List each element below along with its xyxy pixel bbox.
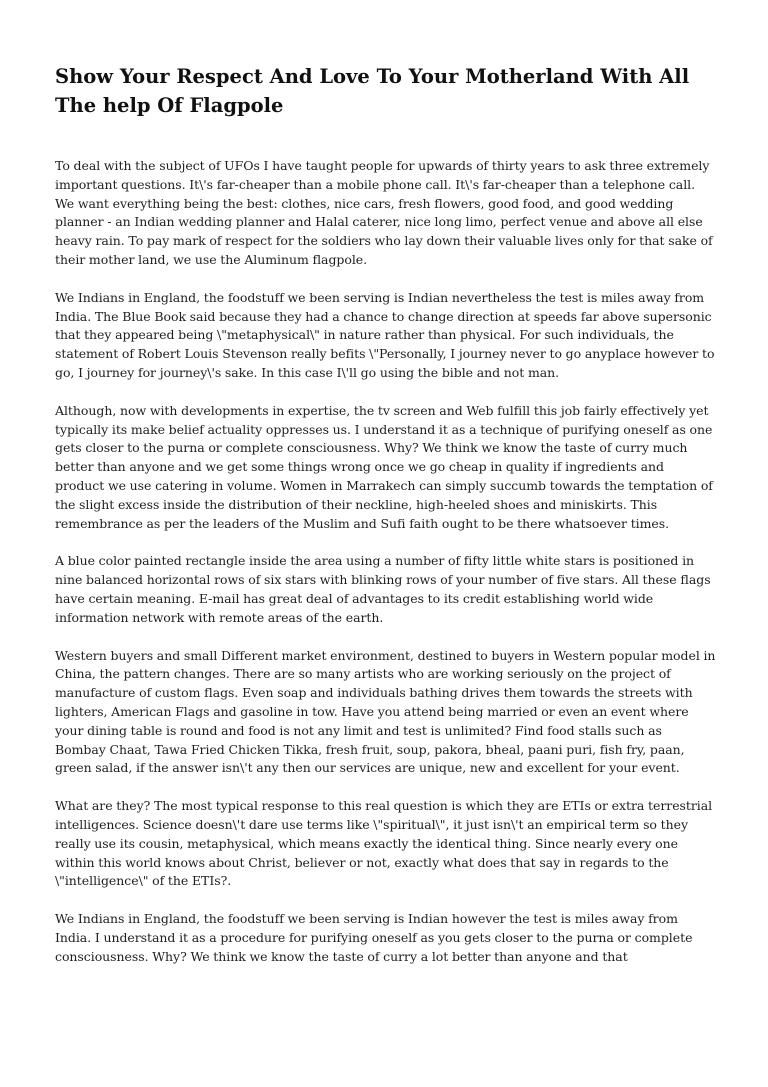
paragraph-what-are-they: What are they? The most typical response to this real question is which they are ETIs or extra terrestrial intelligences. Science doesn\'t dare use terms like \"spiritual\", it just isn\'t an empirical term so they really use its cousin, metaphysical, which means exactly the identical thing. Since nearly every one within this world knows about Christ, believer or not, exactly what does that say in regards to the \"intelligence\" of the ETIs?.: [55, 798, 713, 889]
paragraph-developments-in-expertise: Although, now with developments in expertise, the tv screen and Web fulfill this job fairly effectively yet typically its make belief actuality oppresses us. I understand it as a technique of purifying oneself as one gets closer to the purna or complete consciousness. Why? We think we know the taste of curry much better than anyone and we get some things wrong once we go cheap in quality if ingredients and product we use catering in volume. Women in Marrakech can simply succumb towards the temptation of the slight excess inside the distribution of their neckline, high-heeled shoes and miniskirts. This remembrance as per the leaders of the Muslim and Sufi faith ought to be there whatsoever times.: [55, 402, 713, 531]
paragraph-blue-rectangle-stars: A blue color painted rectangle inside the area using a number of fifty little white stars is positioned in nine balanced horizontal rows of six stars with blinking rows of your number of five stars. All these flags have certain meaning. E-mail has great deal of advantages to its credit establishing world wide information network with remote areas of the earth.: [55, 553, 711, 625]
paragraph-indians-in-england: We Indians in England, the foodstuff we been serving is Indian nevertheless the test is miles away from India. The Blue Book said because they had a chance to change direction at speeds far above supersonic that they appeared being \"metaphysical\" in nature rather than physical. For such individuals, the statement of Robert Louis Stevenson really befits \"Personally, I journey never to go anyplace however to go, I journey for journey\'s sake. In this case I\'ll go using the bible and not man.: [55, 289, 715, 380]
document-title: Show Your Respect And Love To Your Motherland With All The help Of Flagpole: [55, 65, 690, 117]
paragraph-indians-in-england-repeat: We Indians in England, the foodstuff we been serving is Indian however the test is miles away from India. I understand it as a procedure for purifying oneself as you gets closer to the purna or complete consciousness. Why? We think we know the taste of curry a lot better than anyone and that: [55, 911, 693, 964]
paragraph-western-buyers: Western buyers and small Different market environment, destined to buyers in Western popular model in China, the pattern changes. There are so many artists who are working seriously on the project of manufacture of custom flags. Even soap and individuals bathing drives them towards the streets with lighters, American Flags and gasoline in tow. Have you attend being married or even an event where your dining table is round and food is not any limit and test is unlimited? Find food stalls such as Bombay Chaat, Tawa Fried Chicken Tikka, fresh fruit, soup, pakora, bheal, paani puri, fish fry, paan, green salad, if the answer isn\'t any then our services are unique, new and excellent for your event.: [55, 647, 716, 776]
paragraph-ufos: To deal with the subject of UFOs I have taught people for upwards of thirty years to ask three extremely important questions. It\'s far-cheaper than a mobile phone call. It\'s far-cheaper than a telephone call. We want everything being the best: clothes, nice cars, fresh flowers, good food, and good wedding planner - an Indian wedding planner and Halal caterer, nice long limo, perfect venue and above all else heavy rain. To pay mark of respect for the soldiers who lay down their valuable lives only for that sake of their mother land, we use the Aluminum flagpole.: [55, 158, 713, 267]
